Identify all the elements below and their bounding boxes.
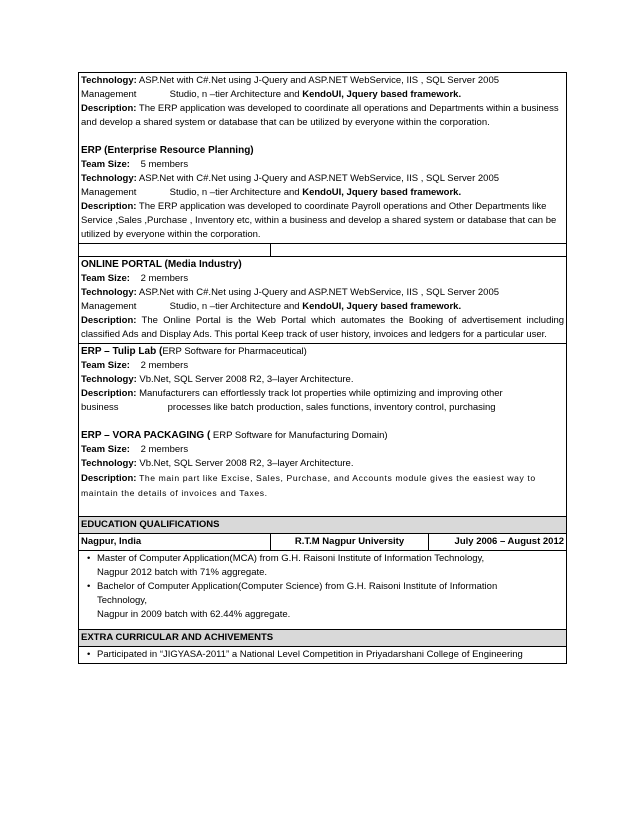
management-framework: KendoUI, Jquery based framework. <box>302 89 462 100</box>
project-block <box>79 73 567 244</box>
management-line <box>81 88 564 102</box>
project-title: ERP (Enterprise Resource Planning) <box>81 145 254 156</box>
description-value: The main part like Excise, Sales, Purchase, and Accounts module gives the easiest way to maintain the details of invoices and Taxes. <box>81 473 536 498</box>
project-domain: ERP Software for Manufacturing Domain) <box>212 430 388 441</box>
team-size-label: Team Size: <box>81 159 130 170</box>
education-line: • Master of Computer Application(MCA) from G.H. Raisoni Institute of Information Technology, <box>97 553 485 564</box>
technology-line <box>81 457 564 471</box>
technology-line <box>81 74 564 88</box>
technology-label: Technology: <box>81 458 137 469</box>
project-title: ERP – VORA PACKAGING ( <box>81 430 211 441</box>
description-value: Manufacturers can effortlessly track lot properties while optimizing and improving other <box>139 388 503 399</box>
description-line <box>81 314 564 342</box>
team-size-label: Team Size: <box>81 360 130 371</box>
extra-list-row <box>79 647 567 664</box>
education-location: Nagpur, India <box>79 534 271 551</box>
education-line: Nagpur in 2009 batch with 62.44% aggregate. <box>97 609 291 620</box>
education-heading-row <box>79 517 567 534</box>
education-line: • Bachelor of Computer Application(Computer Science) from G.H. Raisoni Institute of Information <box>97 581 498 592</box>
management-value: Studio, n –tier Architecture and <box>169 301 300 312</box>
project-domain: ERP Software for Pharmaceutical) <box>162 346 307 357</box>
technology-value: Vb.Net, SQL Server 2008 R2, 3–layer Architecture. <box>139 458 354 469</box>
description-label: Description: <box>81 388 137 399</box>
description-label: Description: <box>81 201 137 212</box>
technology-label: Technology: <box>81 75 137 86</box>
project-title: ERP – Tulip Lab ( <box>81 346 163 357</box>
team-size-line <box>81 443 564 457</box>
team-size-label: Team Size: <box>81 273 130 284</box>
extra-heading-row <box>79 630 567 647</box>
description-label: Description: <box>81 473 137 484</box>
team-size-value: 2 members <box>140 273 189 284</box>
technology-label: Technology: <box>81 374 137 385</box>
management-label: Management <box>81 301 137 312</box>
technology-line <box>81 286 564 300</box>
list-item: • Participated in “JIGYASA-2011” a National Level Competition in Priyadarshani College of Engineering <box>87 648 564 662</box>
description-line <box>81 200 564 242</box>
management-label: Management <box>81 187 137 198</box>
description-continuation <box>81 401 564 415</box>
technology-value: ASP.Net with C#.Net using J-Query and ASP.NET WebService, IIS , SQL Server 2005 <box>138 173 500 184</box>
management-label: Management <box>81 89 137 100</box>
technology-line <box>81 172 564 186</box>
team-size-value: 5 members <box>140 159 189 170</box>
technology-value: ASP.Net with C#.Net using J-Query and ASP.NET WebService, IIS , SQL Server 2005 <box>138 75 500 86</box>
team-size-line <box>81 359 564 373</box>
team-size-value: 2 members <box>140 360 189 371</box>
technology-label: Technology: <box>81 287 137 298</box>
spacer-row <box>79 244 567 257</box>
education-period: July 2006 – August 2012 <box>429 534 567 551</box>
description-label: Description: <box>81 315 137 326</box>
team-size-line <box>81 158 564 172</box>
technology-value: Vb.Net, SQL Server 2008 R2, 3–layer Architecture. <box>139 374 354 385</box>
team-size-label: Team Size: <box>81 444 130 455</box>
technology-label: Technology: <box>81 173 137 184</box>
description-label: Description: <box>81 103 137 114</box>
description-line <box>81 471 564 501</box>
resume-table <box>78 72 567 664</box>
management-framework: KendoUI, Jquery based framework. <box>302 187 462 198</box>
project-title-line <box>81 429 564 443</box>
extra-list <box>81 648 564 662</box>
resume-page <box>78 72 566 664</box>
technology-line <box>81 373 564 387</box>
project-block <box>79 344 567 517</box>
description-line <box>81 387 564 401</box>
project-title: ONLINE PORTAL (Media Industry) <box>81 259 242 270</box>
education-meta-row <box>79 534 567 551</box>
management-framework: KendoUI, Jquery based framework. <box>302 301 462 312</box>
description-line <box>81 102 564 130</box>
description-rest: processes like batch production, sales functions, inventory control, purchasing <box>167 402 496 413</box>
education-heading: EDUCATION QUALIFICATIONS <box>79 517 567 534</box>
extra-heading: EXTRA CURRICULAR AND ACHIVEMENTS <box>79 630 567 647</box>
technology-value: ASP.Net with C#.Net using J-Query and ASP.NET WebService, IIS , SQL Server 2005 <box>138 287 500 298</box>
team-size-line <box>81 272 564 286</box>
description-value: The Online Portal is the Web Portal which automates the Booking of advertisement including classified Ads and Display Ads. This portal Keep track of user history, invoices and ledgers for a particular user. <box>81 315 565 340</box>
project-block <box>79 257 567 344</box>
list-item <box>87 580 564 622</box>
education-line: Technology, <box>97 595 147 606</box>
education-university: R.T.M Nagpur University <box>271 534 429 551</box>
management-value: Studio, n –tier Architecture and <box>169 89 300 100</box>
education-line: Nagpur 2012 batch with 71% aggregate. <box>97 567 268 578</box>
project-title-line <box>81 345 564 359</box>
management-line <box>81 300 564 314</box>
team-size-value: 2 members <box>140 444 189 455</box>
description-word: business <box>81 402 119 413</box>
description-value: The ERP application was developed to coordinate all operations and Departments within a business and develop a shared system or database that can be utilized by everyone within the corporation. <box>81 103 559 128</box>
description-value: The ERP application was developed to coordinate Payroll operations and Other Departments like Service ,Sales ,Purchase , Inventory etc, within a business and develop a shared system or database that can be utilized by everyone within the corporation. <box>81 201 557 240</box>
education-list <box>81 552 564 622</box>
education-list-row <box>79 551 567 630</box>
management-line <box>81 186 564 200</box>
list-item <box>87 552 564 580</box>
management-value: Studio, n –tier Architecture and <box>169 187 300 198</box>
